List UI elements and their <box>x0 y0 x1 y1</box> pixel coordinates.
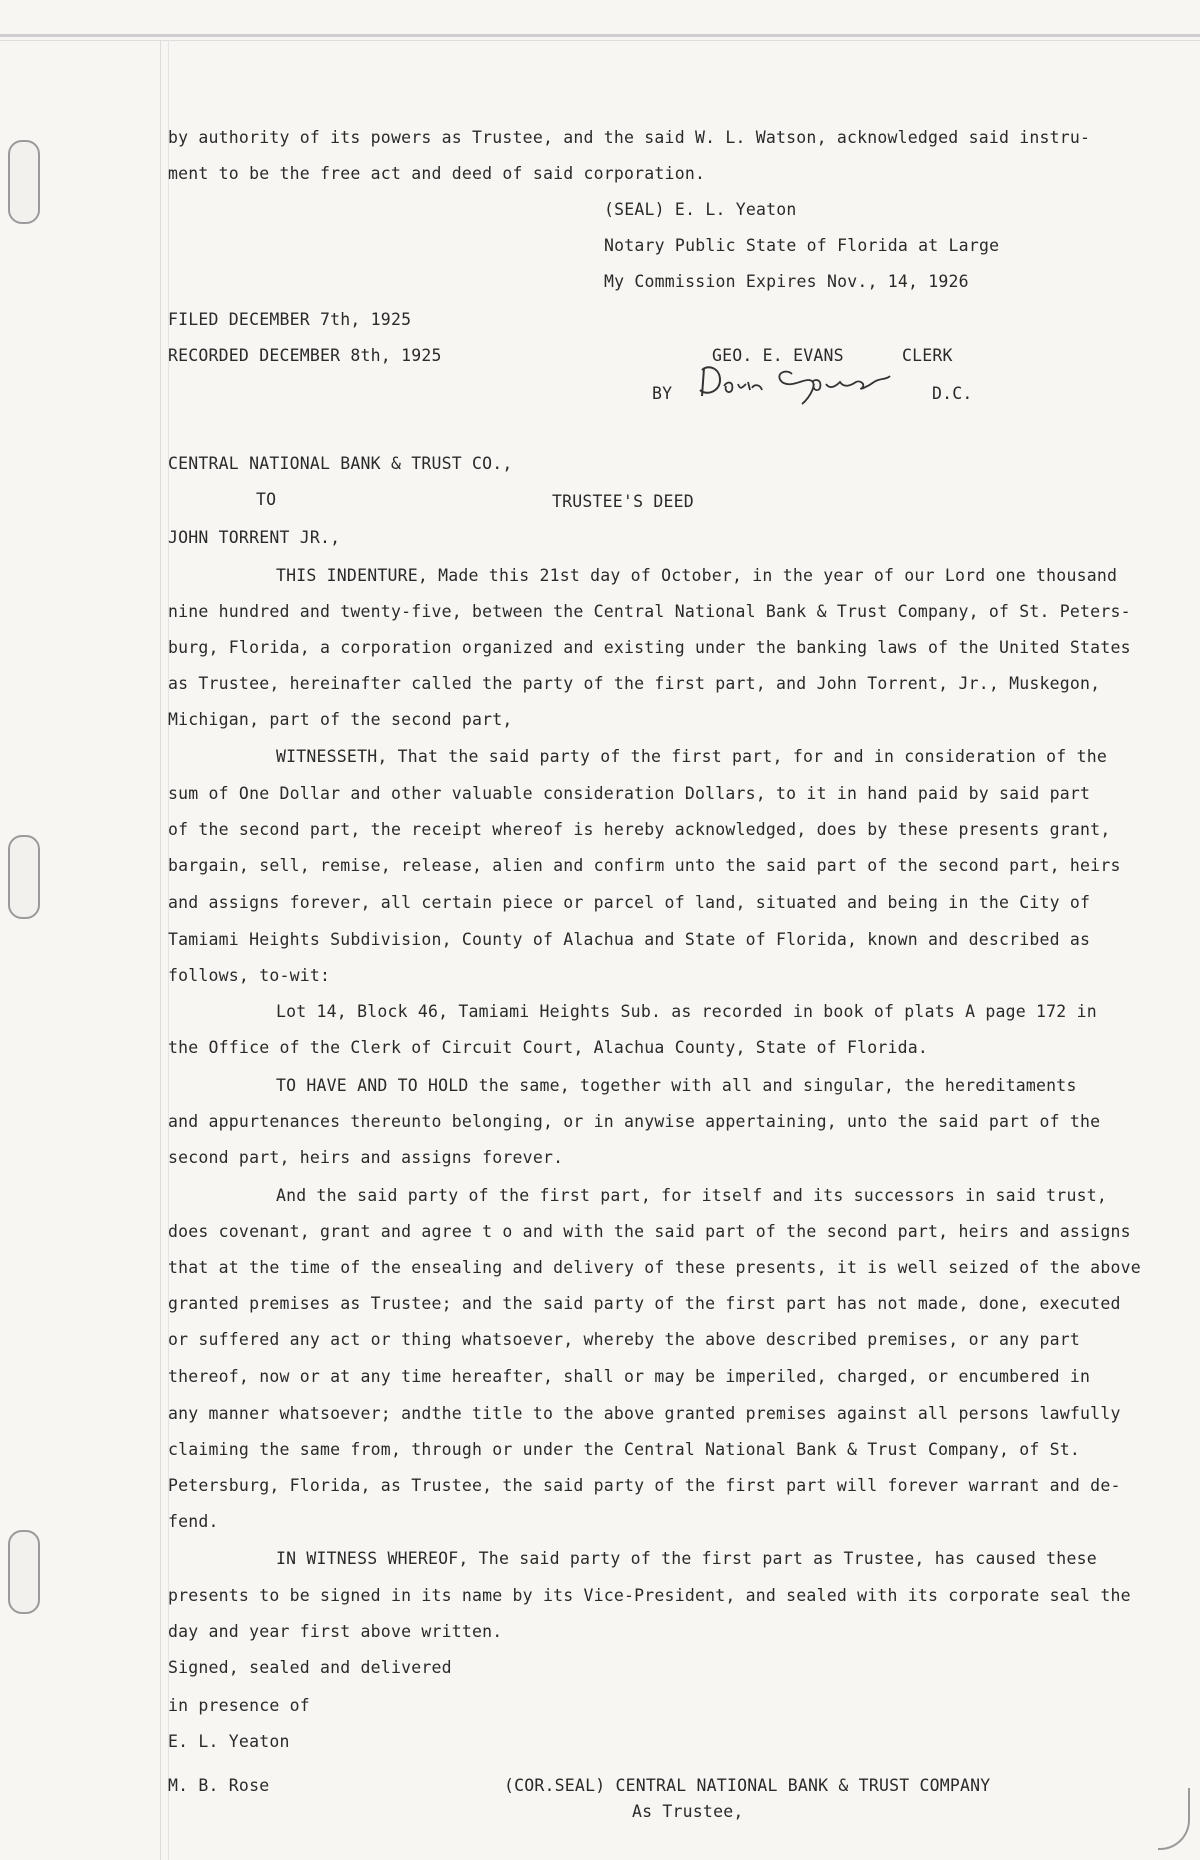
doc-line: and assigns forever, all certain piece or parcel of land, situated and being in the City of <box>168 893 1091 912</box>
witness-name-1: E. L. Yeaton <box>168 1732 290 1751</box>
doc-line: day and year first above written. <box>168 1622 503 1641</box>
left-margin-rule <box>160 40 161 1860</box>
clerk-name: GEO. E. EVANS <box>712 346 844 365</box>
doc-line: by authority of its powers as Trustee, and the said W. L. Watson, acknowledged said instru- <box>168 128 1091 147</box>
top-edge-line-2 <box>0 40 1200 41</box>
doc-line: ment to be the free act and deed of said corporation. <box>168 164 706 183</box>
doc-line: nine hundred and twenty-five, between the Central National Bank & Trust Company, of St. Peters- <box>168 602 1131 621</box>
doc-line: second part, heirs and assigns forever. <box>168 1148 564 1167</box>
witness-heading-2: in presence of <box>168 1696 310 1715</box>
doc-line: TO HAVE AND TO HOLD the same, together with all and singular, the hereditaments <box>276 1076 1077 1095</box>
binder-hole-bottom <box>8 1530 40 1614</box>
doc-line: WITNESSETH, That the said party of the first part, for and in consideration of the <box>276 747 1107 766</box>
grantor-name: CENTRAL NATIONAL BANK & TRUST CO., <box>168 454 513 473</box>
doc-line: that at the time of the ensealing and delivery of these presents, it is well seized of the above <box>168 1258 1141 1277</box>
witness-name-2: M. B. Rose <box>168 1776 270 1795</box>
by-label: BY <box>652 384 673 403</box>
doc-line: as Trustee, hereinafter called the party of the first part, and John Torrent, Jr., Muskegon, <box>168 674 1101 693</box>
recorded-date-line: RECORDED DECEMBER 8th, 1925 <box>168 346 442 365</box>
doc-line: Michigan, part of the second part, <box>168 710 513 729</box>
handwritten-signature <box>690 358 920 408</box>
doc-line: Tamiami Heights Subdivision, County of Alachua and State of Florida, known and described as <box>168 930 1091 949</box>
deputy-clerk-label: D.C. <box>932 384 973 403</box>
doc-line: thereof, now or at any time hereafter, shall or may be imperiled, charged, or encumbered in <box>168 1367 1091 1386</box>
doc-line: does covenant, grant and agree t o and with the said part of the second part, heirs and assigns <box>168 1222 1131 1241</box>
doc-line: Lot 14, Block 46, Tamiami Heights Sub. as recorded in book of plats A page 172 in <box>276 1002 1097 1021</box>
doc-line: follows, to-wit: <box>168 966 331 985</box>
doc-line: THIS INDENTURE, Made this 21st day of October, in the year of our Lord one thousand <box>276 566 1118 585</box>
doc-line: or suffered any act or thing whatsoever, whereby the above described premises, or any part <box>168 1330 1081 1349</box>
top-edge-line <box>0 34 1200 37</box>
clerk-title: CLERK <box>902 346 953 365</box>
doc-line: claiming the same from, through or under the Central National Bank & Trust Company, of St. <box>168 1440 1081 1459</box>
doc-line: burg, Florida, a corporation organized and existing under the banking laws of the United States <box>168 638 1131 657</box>
page-corner-curl <box>1158 1788 1190 1850</box>
notary-seal-line: (SEAL) E. L. Yeaton <box>604 200 797 219</box>
doc-line: fend. <box>168 1512 219 1531</box>
doc-line: the Office of the Clerk of Circuit Court, Alachua County, State of Florida. <box>168 1038 929 1057</box>
doc-line: And the said party of the first part, for itself and its successors in said trust, <box>276 1186 1107 1205</box>
witness-heading: Signed, sealed and delivered <box>168 1658 452 1677</box>
binder-hole-top <box>8 140 40 224</box>
binder-hole-middle <box>8 835 40 919</box>
grantee-name: JOHN TORRENT JR., <box>168 528 341 547</box>
doc-line: presents to be signed in its name by its Vice-President, and sealed with its corporate seal the <box>168 1586 1131 1605</box>
doc-line: of the second part, the receipt whereof is hereby acknowledged, does by these presents grant, <box>168 820 1111 839</box>
doc-line: sum of One Dollar and other valuable consideration Dollars, to it in hand paid by said part <box>168 784 1091 803</box>
doc-line: and appurtenances thereunto belonging, or in anywise appertaining, unto the said part of the <box>168 1112 1101 1131</box>
doc-line: IN WITNESS WHEREOF, The said party of the first part as Trustee, has caused these <box>276 1549 1097 1568</box>
notary-commission-line: My Commission Expires Nov., 14, 1926 <box>604 272 969 291</box>
doc-line: Petersburg, Florida, as Trustee, the said party of the first part will forever warrant and de- <box>168 1476 1121 1495</box>
to-label: TO <box>256 490 277 509</box>
filed-date-line: FILED DECEMBER 7th, 1925 <box>168 310 412 329</box>
doc-line: granted premises as Trustee; and the said party of the first part has not made, done, executed <box>168 1294 1121 1313</box>
doc-line: bargain, sell, remise, release, alien and confirm unto the said part of the second part, heirs <box>168 856 1121 875</box>
corporate-seal-line: (COR.SEAL) CENTRAL NATIONAL BANK & TRUST COMPANY <box>504 1776 991 1795</box>
notary-title-line: Notary Public State of Florida at Large <box>604 236 1000 255</box>
trustee-line: As Trustee, <box>632 1802 744 1821</box>
doc-line: any manner whatsoever; andthe title to the above granted premises against all persons lawfully <box>168 1404 1121 1423</box>
deed-title: TRUSTEE'S DEED <box>552 492 694 511</box>
